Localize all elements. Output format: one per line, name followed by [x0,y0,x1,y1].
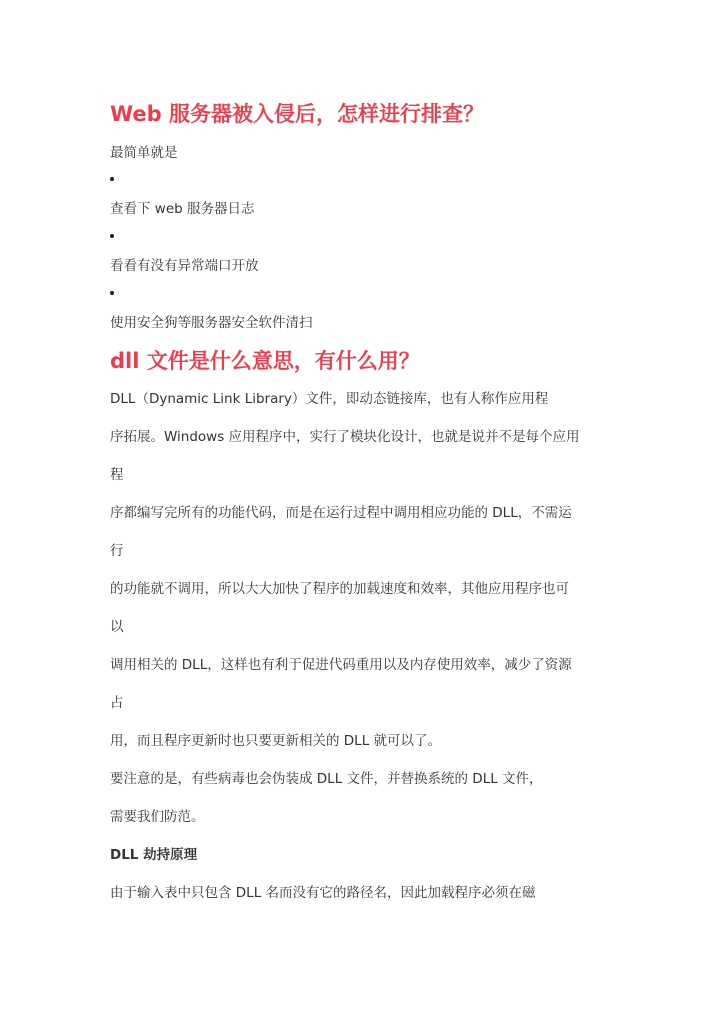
paragraph-line: 需要我们防范。 [110,809,205,825]
section1-intro: 最简单就是 [110,145,178,161]
section2-title: dll 文件是什么意思，有什么用？ [110,349,420,373]
list-item: 使用安全狗等服务器安全软件清扫 [110,315,313,331]
paragraph-line: 由于输入表中只包含 DLL 名而没有它的路径名，因此加载程序必须在磁 [110,885,536,901]
paragraph-line: DLL（Dynamic Link Library）文件，即动态链接库，也有人称作应用程 [110,391,549,407]
paragraph-line: 以 [110,619,124,635]
paragraph-line: 占 [110,695,124,711]
bullet-icon [110,291,114,295]
paragraph-line: 调用相关的 DLL，这样也有利于促进代码重用以及内存使用效率，减少了资源 [110,657,572,673]
bullet-icon [110,177,114,181]
paragraph-line: 程 [110,467,124,483]
paragraph-line: 序都编写完所有的功能代码，而是在运行过程中调用相应功能的 DLL，不需运 [110,505,572,521]
paragraph-line: 要注意的是，有些病毒也会伪装成 DLL 文件，并替换系统的 DLL 文件， [110,771,543,787]
section1-title: Web 服务器被入侵后，怎样进行排查？ [110,102,484,126]
list-item: 看看有没有异常端口开放 [110,258,259,274]
paragraph-line: 序拓展。Windows 应用程序中，实行了模块化设计，也就是说并不是每个应用 [110,429,580,445]
paragraph-line: 行 [110,543,124,559]
list-item: 查看下 web 服务器日志 [110,201,255,217]
paragraph-line: 的功能就不调用，所以大大加快了程序的加载速度和效率，其他应用程序也可 [110,581,569,597]
paragraph-line: 用，而且程序更新时也只要更新相关的 DLL 就可以了。 [110,733,442,749]
bullet-icon [110,234,114,238]
dll-hijack-subheading: DLL 劫持原理 [110,847,198,863]
